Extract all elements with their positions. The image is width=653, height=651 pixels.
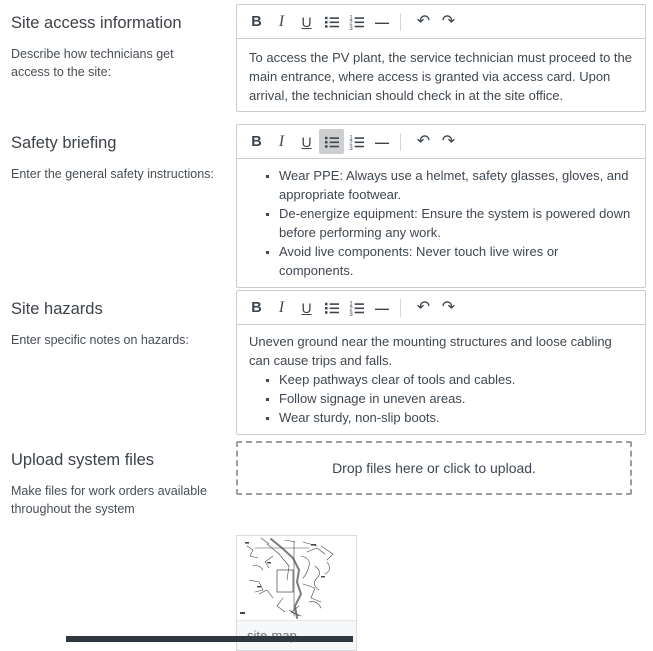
uploaded-file-card[interactable] — [236, 535, 357, 651]
site-access-text: To access the PV plant, the service technician must proceed to the main entrance, where access is granted via access card. Upon arrival, the technician should check in at the site office. — [249, 50, 632, 103]
numbered-list-button[interactable] — [344, 9, 369, 34]
numbered-list-button[interactable] — [344, 295, 369, 320]
horizontal-rule-button[interactable]: — — [375, 13, 388, 30]
toolbar-separator — [400, 299, 401, 317]
bold-button[interactable]: B — [251, 299, 262, 316]
bullet-list-button[interactable] — [319, 295, 344, 320]
safety-briefing-editor-content[interactable] — [237, 159, 645, 287]
site-access-title: Site access information — [11, 14, 182, 32]
svg-text:1: 1 — [348, 14, 353, 21]
bottom-cutoff-bar — [66, 636, 353, 642]
redo-button[interactable]: ↷ — [441, 11, 456, 30]
upload-files-description: Make files for work orders available throughout the system — [11, 484, 207, 516]
svg-text:3: 3 — [348, 25, 353, 30]
safety-briefing-title: Safety briefing — [11, 134, 117, 152]
redo-button[interactable]: ↷ — [441, 131, 456, 150]
underline-button[interactable]: U — [301, 299, 312, 316]
bold-button[interactable]: B — [251, 13, 262, 30]
safety-briefing-list — [249, 166, 633, 280]
bullet-list-button[interactable] — [319, 129, 344, 154]
list-item: ▪ Follow signage in uneven areas. — [279, 389, 633, 408]
svg-text:2: 2 — [348, 306, 353, 313]
editor-toolbar — [237, 291, 645, 325]
file-dropzone[interactable] — [236, 441, 632, 495]
underline-button[interactable]: U — [301, 13, 312, 30]
editor-toolbar — [237, 125, 645, 159]
section-upload-files — [0, 441, 653, 518]
site-access-editor-content[interactable] — [237, 39, 645, 111]
bullet-list-button[interactable] — [319, 9, 344, 34]
svg-text:2: 2 — [348, 140, 353, 147]
upload-files-title: Upload system files — [11, 451, 155, 469]
site-map-thumbnail[interactable] — [237, 536, 356, 620]
section-site-hazards — [0, 290, 653, 435]
undo-button[interactable]: ↶ — [416, 297, 431, 316]
site-access-description: Describe how technicians get access to the site: — [11, 47, 174, 79]
site-access-editor — [236, 4, 646, 112]
italic-button[interactable]: I — [278, 298, 285, 316]
list-item: ▪ De-energize equipment: Ensure the system is powered down before performing any work. — [279, 204, 633, 242]
site-hazards-editor-content[interactable] — [237, 325, 645, 434]
site-hazards-text: Uneven ground near the mounting structures and loose cabling can cause trips and falls. — [249, 334, 612, 368]
section-safety-briefing — [0, 124, 653, 288]
undo-button[interactable]: ↶ — [416, 11, 431, 30]
svg-text:3: 3 — [348, 311, 353, 316]
svg-text:1: 1 — [348, 300, 353, 307]
site-hazards-list — [249, 370, 633, 427]
toolbar-separator — [400, 133, 401, 151]
list-item: ▪ Keep pathways clear of tools and cables. — [279, 370, 633, 389]
horizontal-rule-button[interactable]: — — [375, 133, 388, 150]
undo-button[interactable]: ↶ — [416, 131, 431, 150]
site-hazards-description: Enter specific notes on hazards: — [11, 333, 189, 347]
toolbar-separator — [400, 13, 401, 31]
redo-button[interactable]: ↷ — [441, 297, 456, 316]
svg-text:1: 1 — [348, 134, 353, 141]
site-hazards-title: Site hazards — [11, 300, 103, 318]
site-hazards-editor — [236, 290, 646, 435]
file-name-label — [237, 620, 356, 650]
safety-briefing-editor — [236, 124, 646, 288]
safety-briefing-description: Enter the general safety instructions: — [11, 167, 214, 181]
list-item: ▪ Wear PPE: Always use a helmet, safety glasses, gloves, and appropriate footwear. — [279, 166, 633, 204]
site-map-drawing — [237, 536, 356, 620]
bold-button[interactable]: B — [251, 133, 262, 150]
svg-text:2: 2 — [348, 20, 353, 27]
editor-toolbar — [237, 5, 645, 39]
list-item: ▪ Wear sturdy, non-slip boots. — [279, 408, 633, 427]
underline-button[interactable]: U — [301, 133, 312, 150]
svg-text:3: 3 — [348, 145, 353, 150]
numbered-list-button[interactable] — [344, 129, 369, 154]
italic-button[interactable]: I — [278, 132, 285, 150]
section-site-access — [0, 4, 653, 112]
list-item: ▪ Avoid live components: Never touch live wires or components. — [279, 242, 633, 280]
dropzone-label: Drop files here or click to upload. — [332, 460, 536, 476]
italic-button[interactable]: I — [278, 12, 285, 30]
horizontal-rule-button[interactable]: — — [375, 299, 388, 316]
